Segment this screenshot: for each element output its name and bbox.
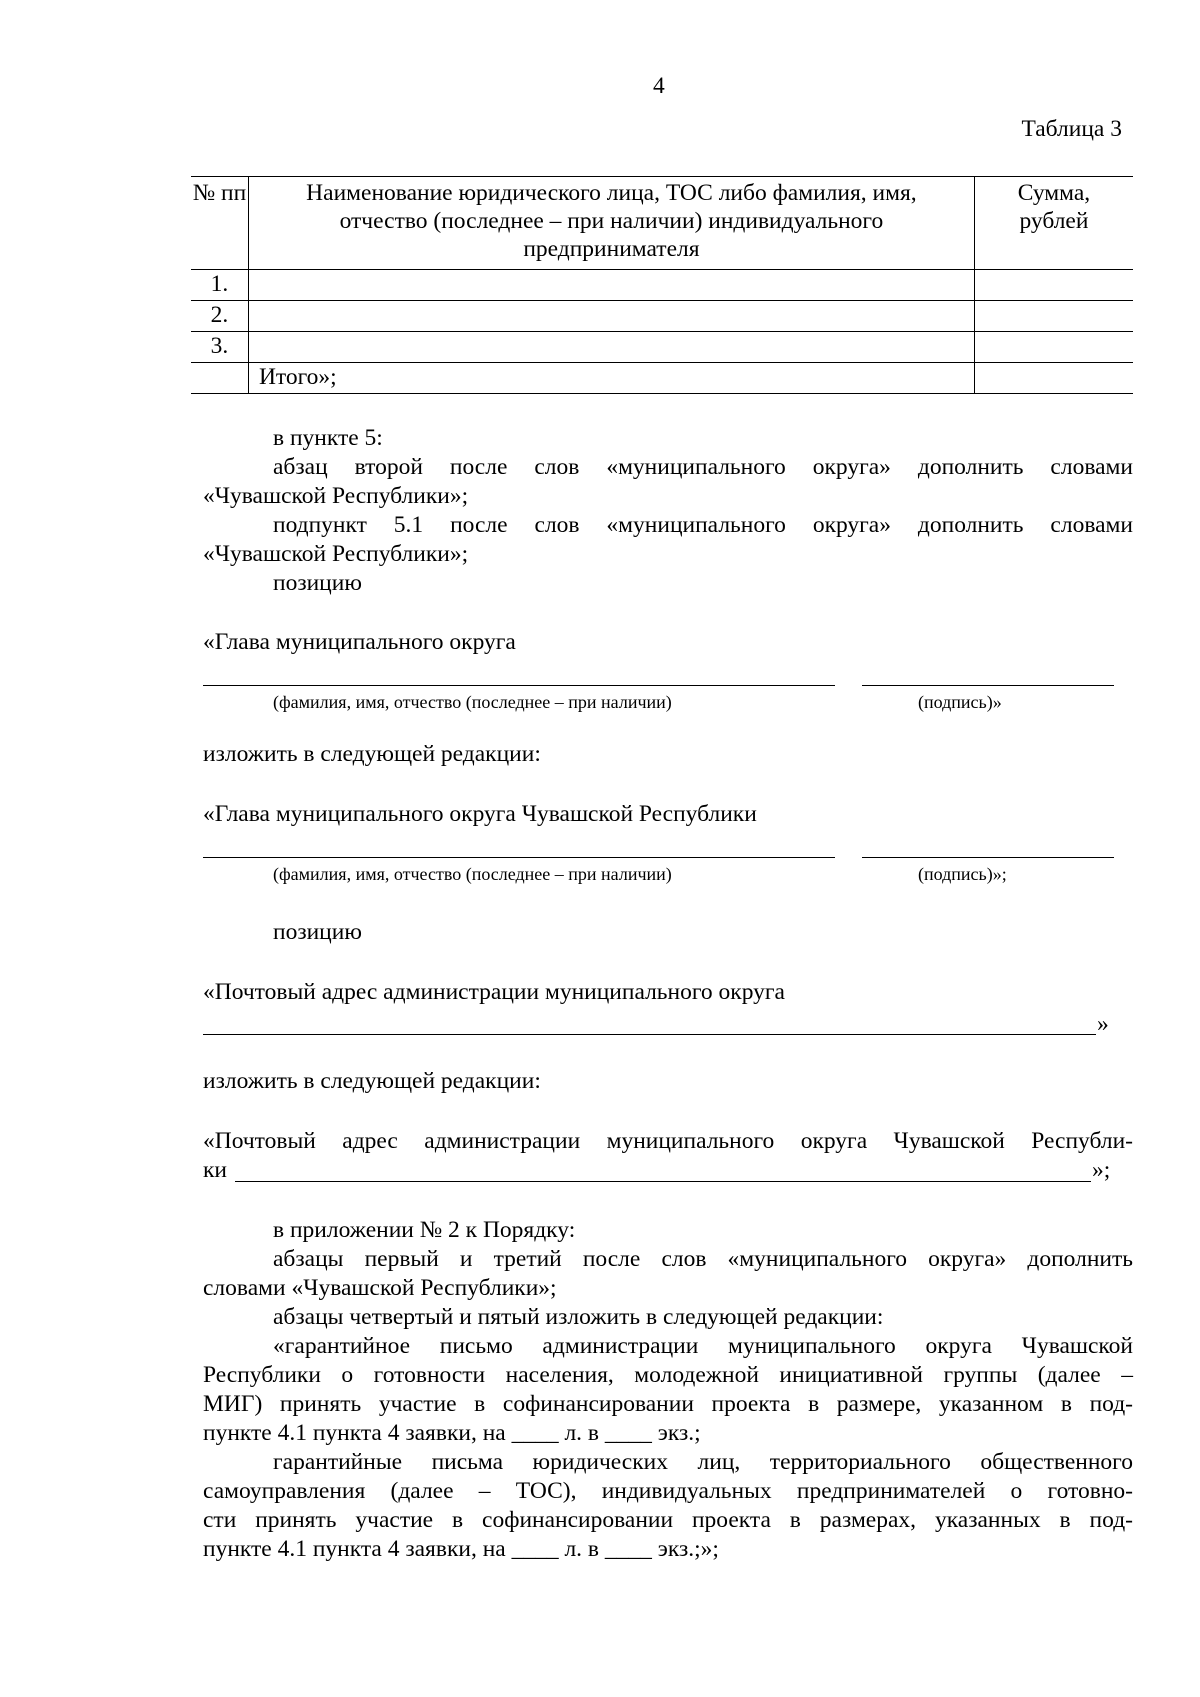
p5-abzac-line2: «Чувашской Республики»; bbox=[203, 483, 469, 509]
guarantee1-line2: Республики о готовности населения, молодежной инициативной группы (далее – bbox=[203, 1362, 1133, 1388]
page-number: 4 bbox=[653, 73, 665, 99]
col-header-sum: Сумма, рублей bbox=[974, 177, 1133, 270]
row-number: 1. bbox=[191, 270, 248, 301]
sig-fio-caption: (фамилия, имя, отчество (последнее – при наличии) bbox=[273, 692, 672, 712]
signature-fio-line bbox=[203, 857, 835, 858]
row-number: 2. bbox=[191, 301, 248, 332]
sig-podpis-caption: (подпись)»; bbox=[918, 864, 1007, 884]
row-sum bbox=[974, 270, 1133, 301]
pocht-old: «Почтовый адрес администрации муниципального округа bbox=[203, 979, 785, 1005]
app2-intro: в приложении № 2 к Порядку: bbox=[273, 1217, 576, 1243]
row-name bbox=[248, 332, 974, 363]
row-name bbox=[248, 301, 974, 332]
total-label: Итого»; bbox=[248, 363, 974, 394]
col-header-number: № пп bbox=[191, 177, 248, 270]
guarantee1-line4: пункте 4.1 пункта 4 заявки, на ____ л. в ____ экз.; bbox=[203, 1420, 701, 1446]
signature-fio-line bbox=[203, 685, 835, 686]
guarantee1-line3: МИГ) принять участие в софинансировании проекта в размере, указанном в под- bbox=[203, 1391, 1133, 1417]
position-label-2: позицию bbox=[273, 919, 362, 945]
glava-new: «Глава муниципального округа Чувашской Республики bbox=[203, 801, 757, 827]
guarantee2-line4: пункте 4.1 пункта 4 заявки, на ____ л. в ____ экз.;»; bbox=[203, 1536, 719, 1562]
guarantee1-line1: «гарантийное письмо администрации муниципального округа Чувашской bbox=[273, 1333, 1133, 1359]
izlozhit-2: изложить в следующей редакции: bbox=[203, 1068, 541, 1094]
row-sum bbox=[974, 301, 1133, 332]
app2-line2: словами «Чувашской Республики»; bbox=[203, 1275, 557, 1301]
table-3 bbox=[191, 176, 1133, 394]
p5-abzac-line1: абзац второй после слов «муниципального округа» дополнить словами bbox=[273, 454, 1133, 480]
guarantee2-line3: сти принять участие в софинансировании проекта в размерах, указанных в под- bbox=[203, 1507, 1133, 1533]
address-line bbox=[203, 1034, 1096, 1035]
pocht-new-line2-start: ки bbox=[203, 1157, 227, 1183]
pocht-new-line2-end: »; bbox=[1092, 1157, 1111, 1183]
table-header-row bbox=[191, 177, 1133, 270]
table-total-row bbox=[191, 363, 1133, 394]
table-label: Таблица 3 bbox=[1021, 116, 1122, 142]
p5-sub-line2: «Чувашской Республики»; bbox=[203, 541, 469, 567]
pocht-new-line1: «Почтовый адрес администрации муниципального округа Чувашской Республи- bbox=[203, 1128, 1133, 1154]
row-name bbox=[248, 270, 974, 301]
signature-line bbox=[862, 857, 1114, 858]
total-number-cell bbox=[191, 363, 248, 394]
p5-sub-line1: подпункт 5.1 после слов «муниципального округа» дополнить словами bbox=[273, 512, 1133, 538]
app2-line1: абзацы первый и третий после слов «муниципального округа» дополнить bbox=[273, 1246, 1133, 1272]
signature-line bbox=[862, 685, 1114, 686]
row-number: 3. bbox=[191, 332, 248, 363]
position-label-1: позицию bbox=[273, 570, 362, 596]
table-row bbox=[191, 270, 1133, 301]
sig-podpis-caption: (подпись)» bbox=[918, 692, 1002, 712]
izlozhit-1: изложить в следующей редакции: bbox=[203, 741, 541, 767]
glava-old: «Глава муниципального округа bbox=[203, 629, 516, 655]
pocht-old-end: » bbox=[1097, 1011, 1109, 1037]
col-header-name: Наименование юридического лица, ТОС либо фамилия, имя, отчество (последнее – при наличии) индивидуального предпринимателя bbox=[248, 177, 974, 270]
sig-fio-caption: (фамилия, имя, отчество (последнее – при наличии) bbox=[273, 864, 672, 884]
address-line bbox=[235, 1181, 1091, 1182]
guarantee2-line2: самоуправления (далее – ТОС), индивидуальных предпринимателей о готовно- bbox=[203, 1478, 1133, 1504]
row-sum bbox=[974, 332, 1133, 363]
table-row bbox=[191, 301, 1133, 332]
total-sum-cell bbox=[974, 363, 1133, 394]
app2-line3: абзацы четвертый и пятый изложить в следующей редакции: bbox=[273, 1304, 884, 1330]
guarantee2-line1: гарантийные письма юридических лиц, территориального общественного bbox=[273, 1449, 1133, 1475]
p5-intro: в пункте 5: bbox=[273, 425, 383, 451]
table-row bbox=[191, 332, 1133, 363]
